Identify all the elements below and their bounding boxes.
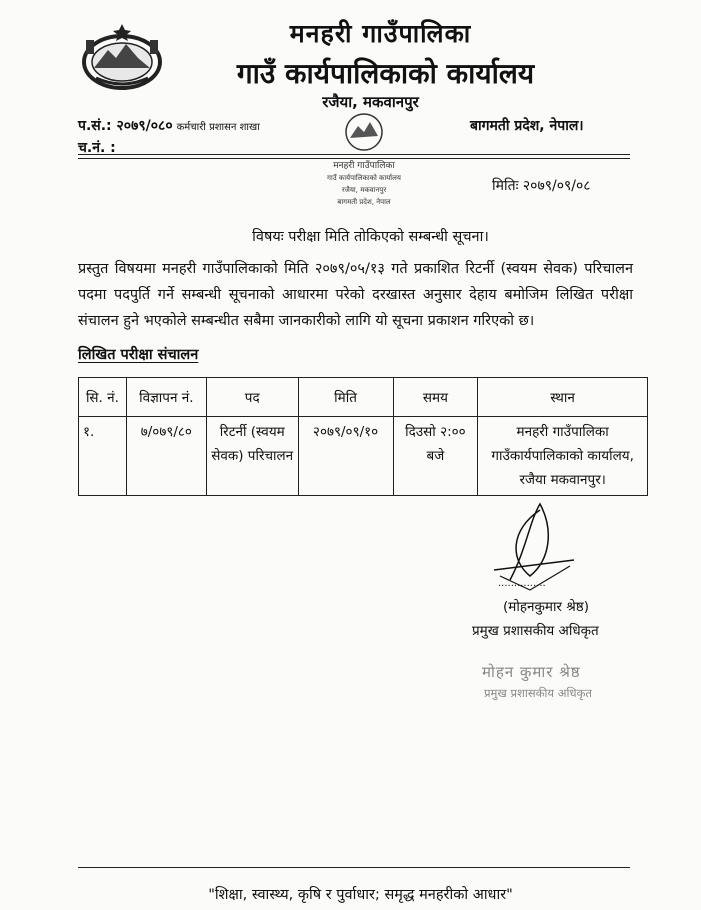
reference-line [78, 116, 260, 135]
table-header-row [79, 378, 648, 417]
col-header-venue: स्थान [478, 378, 648, 417]
stamp-line-1: मनहरी गाउँपालिका [333, 161, 395, 171]
col-header-sn: सि. नं. [79, 378, 127, 417]
footer-divider [78, 867, 630, 868]
exam-schedule-table [78, 377, 648, 496]
col-header-post: पद [206, 378, 298, 417]
cell-date: २०७९/०९/१० [298, 417, 393, 496]
footer-motto: "शिक्षा, स्वास्थ्य, कृषि र पुर्वाधार; समृद्ध मनहरीको आधार" [208, 887, 513, 903]
col-header-date: मिति [298, 378, 393, 417]
name-stamp: मोहन कुमार श्रेष्ठ [482, 663, 581, 681]
col-header-time: समय [393, 378, 478, 417]
cell-adv-no: ७/०७९/८० [126, 417, 206, 496]
cell-post: रिटर्नी (स्वयम सेवक) परिचालन [206, 417, 298, 496]
stamp-line-4: बागमती प्रदेश, नेपाल [337, 198, 391, 206]
section-name: कर्मचारी प्रशासन शाखा [176, 122, 260, 133]
cell-sn: १. [79, 417, 127, 496]
col-header-adv-no: विज्ञापन नं. [126, 378, 206, 417]
stamp-line-2: गाउँ कार्यपालिकाको कार्यालय [327, 174, 401, 182]
stamp-line-3: रजैया, मकवानपुर [341, 186, 387, 194]
designation-stamp: प्रमुख प्रशासकीय अधिकृत [484, 686, 592, 700]
cell-venue: मनहरी गाउँपालिका गाउँकार्यपालिकाको कार्यालय, रजैया मकवानपुर। [478, 417, 648, 496]
table-heading: लिखित परीक्षा संचालन [78, 347, 199, 363]
notice-subject: विषयः परीक्षा मिति तोकिएको सम्बन्धी सूचना। [252, 229, 489, 245]
dispatch-number: च.नं. : [78, 140, 116, 156]
office-title: गाउँ कार्यपालिकाको कार्यालय [236, 57, 535, 90]
notice-date: मितिः २०७९/०९/०८ [492, 178, 591, 194]
signatory-designation: प्रमुख प्रशासकीय अधिकृत [472, 623, 599, 639]
office-stamp-icon [318, 110, 410, 212]
office-address: रजैया, मकवानपुर [322, 93, 419, 111]
province-label: बागमती प्रदेश, नेपाल। [470, 118, 584, 134]
notice-body: प्रस्तुत विषयमा मनहरी गाउँपालिकाको मिति २०७९/०५/१३ गते प्रकाशित रिटर्नी (स्वयम सेवक) परिचालन पदमा पदपुर्ति गर्ने सम्बन्धी सूचनाको आधारमा परेको दरखास्त अनुसार देहाय बमोजिम लिखित परीक्षा संचालन हुने भएकोले सम्बन्धीत सबैमा जानकारीको लागि यो सूचना प्रकाशन गरिएको छ। [78, 261, 633, 329]
cell-time: दिउसो २:०० बजे [393, 417, 478, 496]
table-row [79, 417, 648, 496]
signatory-name: (मोहनकुमार श्रेष्ठ) [503, 599, 590, 615]
signature-icon [470, 490, 610, 600]
reference-number: प.सं.: २०७९/०८० [78, 118, 173, 134]
signature-dots: ............... [498, 578, 546, 589]
org-name: मनहरी गाउँपालिका [289, 19, 472, 48]
